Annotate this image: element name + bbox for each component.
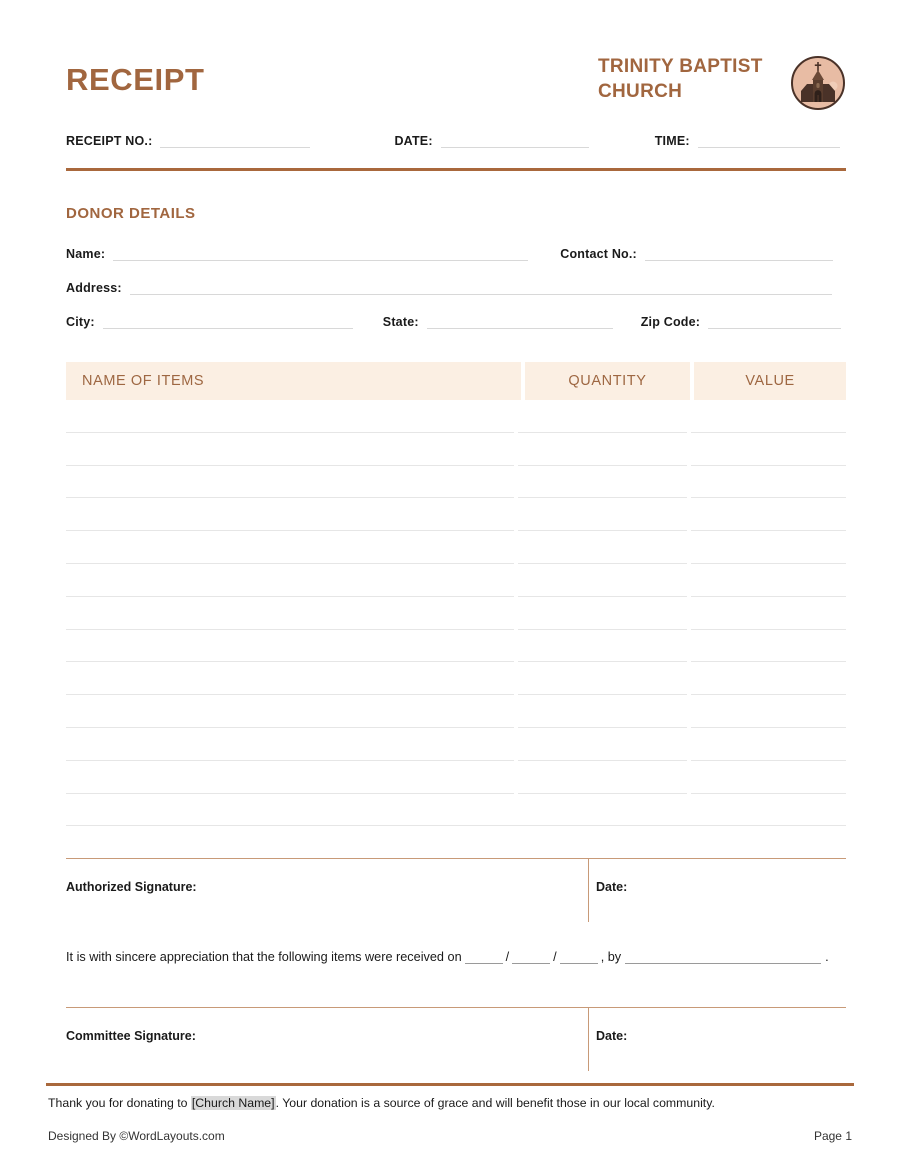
- donor-city-label: City:: [66, 315, 95, 329]
- received-month-input[interactable]: [512, 950, 550, 964]
- thank-you-message: [48, 1096, 715, 1110]
- items-table-header: [66, 362, 846, 400]
- received-by-input[interactable]: [625, 950, 821, 964]
- appreciation-line: [66, 950, 856, 964]
- table-row[interactable]: [66, 564, 846, 597]
- donor-city-input[interactable]: [103, 313, 353, 329]
- donor-contact-label: Contact No.:: [560, 247, 637, 261]
- donor-state-input[interactable]: [427, 313, 613, 329]
- donor-details-heading: DONOR DETAILS: [66, 205, 196, 222]
- donor-zip-field[interactable]: [641, 313, 841, 329]
- donor-row-address: [66, 275, 846, 295]
- date-field[interactable]: [394, 132, 588, 148]
- donor-row-city-state-zip: [66, 309, 846, 329]
- table-row-underline: [66, 825, 846, 826]
- items-table-body: [66, 400, 846, 826]
- page-title: RECEIPT: [66, 62, 205, 97]
- donor-name-field[interactable]: [66, 245, 528, 261]
- header-divider: [66, 168, 846, 171]
- donor-zip-label: Zip Code:: [640, 315, 701, 329]
- donor-state-field[interactable]: [383, 313, 613, 329]
- donor-contact-field[interactable]: [560, 245, 833, 261]
- receipt-meta-row: [66, 126, 846, 148]
- donor-zip-input[interactable]: [708, 313, 841, 329]
- period-text: .: [825, 950, 829, 964]
- page-number: Page 1: [813, 1129, 852, 1143]
- donor-state-label: State:: [382, 315, 419, 329]
- committee-signature-block: [66, 1007, 846, 1071]
- church-name-placeholder[interactable]: [Church Name]: [191, 1096, 275, 1110]
- date-input[interactable]: [441, 132, 589, 148]
- church-logo-icon: [790, 55, 846, 111]
- donor-row-name: [66, 241, 846, 261]
- donor-address-field[interactable]: [66, 279, 832, 295]
- time-input[interactable]: [698, 132, 840, 148]
- slash-2: /: [553, 950, 557, 964]
- column-header-name-of-items: NAME OF ITEMS: [66, 362, 521, 400]
- table-row[interactable]: [66, 498, 846, 531]
- receipt-no-input[interactable]: [160, 132, 310, 148]
- slash-1: /: [505, 950, 510, 964]
- donor-name-input[interactable]: [113, 245, 528, 261]
- table-row[interactable]: [66, 630, 846, 663]
- thanks-text-before: Thank you for donating to: [48, 1096, 191, 1110]
- table-row[interactable]: [66, 794, 846, 827]
- committee-date-label: Date:: [596, 1029, 628, 1043]
- organization-name-line2: CHURCH: [598, 81, 683, 102]
- donor-contact-input[interactable]: [645, 245, 833, 261]
- appreciation-text: It is with sincere appreciation that the following items were received on: [66, 950, 462, 964]
- authorized-date-label: Date:: [596, 880, 628, 894]
- designed-by-credit: Designed By ©WordLayouts.com: [48, 1129, 225, 1143]
- table-row[interactable]: [66, 531, 846, 564]
- table-row[interactable]: [66, 695, 846, 728]
- receipt-no-field[interactable]: [66, 132, 310, 148]
- authorized-signature-label: Authorized Signature:: [66, 880, 197, 894]
- organization-name-line1: TRINITY BAPTIST: [598, 56, 763, 77]
- received-year-input[interactable]: [560, 950, 598, 964]
- donor-address-label: Address:: [66, 281, 122, 295]
- table-row[interactable]: [66, 433, 846, 466]
- thanks-text-after: . Your donation is a source of grace and will benefit those in our local community.: [275, 1096, 715, 1110]
- committee-signature-divider: [588, 1007, 589, 1071]
- committee-signature-label: Committee Signature:: [66, 1029, 196, 1043]
- table-row[interactable]: [66, 728, 846, 761]
- time-field[interactable]: [655, 132, 840, 148]
- footer-divider: [46, 1083, 854, 1086]
- authorized-signature-divider: [588, 858, 589, 922]
- organization-name: [598, 54, 780, 104]
- comma-by-text: , by: [600, 950, 622, 964]
- donor-city-field[interactable]: [66, 313, 353, 329]
- donor-address-input[interactable]: [130, 279, 832, 295]
- page-header: [66, 48, 846, 118]
- donor-name-label: Name:: [66, 247, 106, 261]
- receipt-no-label: RECEIPT NO.:: [66, 134, 153, 148]
- date-label: DATE:: [394, 134, 433, 148]
- table-row[interactable]: [66, 761, 846, 794]
- table-row[interactable]: [66, 466, 846, 499]
- column-header-value: VALUE: [694, 362, 846, 400]
- received-day-input[interactable]: [465, 950, 503, 964]
- table-row[interactable]: [66, 662, 846, 695]
- authorized-signature-block: [66, 858, 846, 922]
- table-row[interactable]: [66, 597, 846, 630]
- time-label: TIME:: [654, 134, 690, 148]
- table-row[interactable]: [66, 400, 846, 433]
- column-header-quantity: QUANTITY: [525, 362, 691, 400]
